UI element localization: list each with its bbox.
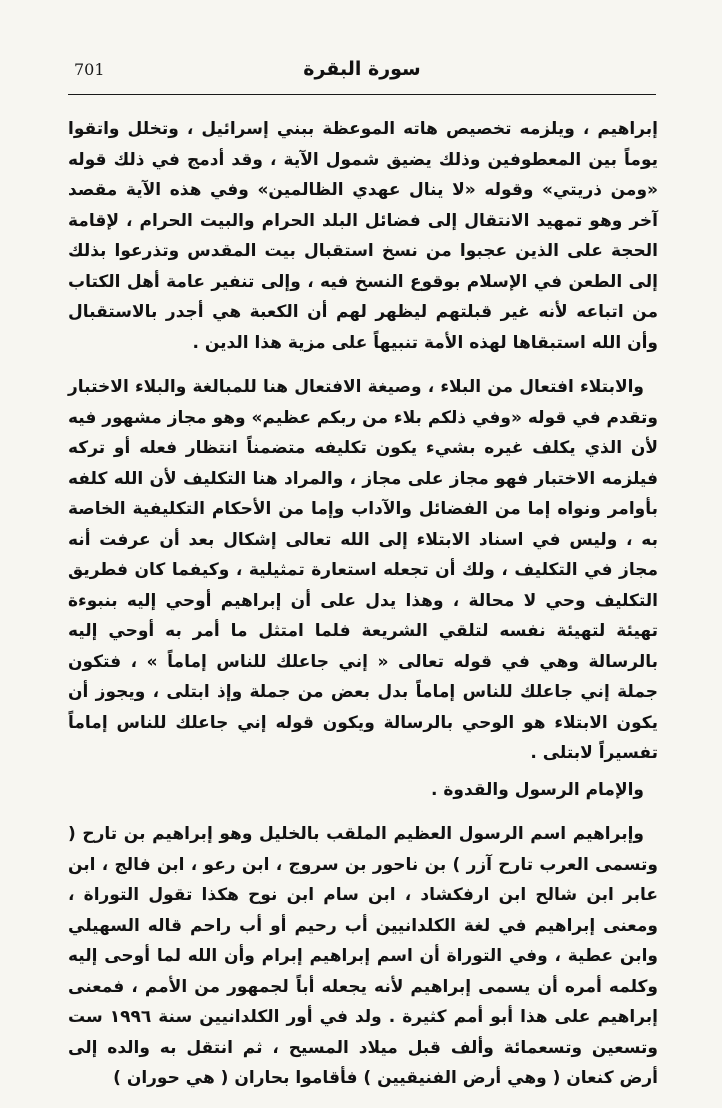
- page-body: [68, 114, 658, 1108]
- page-number: 701: [74, 60, 105, 79]
- page-header: [68, 54, 656, 95]
- surah-title: سورة البقرة: [303, 58, 421, 80]
- paragraph-3: والإمام الرسول والقدوة .: [431, 779, 644, 800]
- paragraph-2: والابتلاء افتعال من البلاء ، وصيغة الافتعال هنا للمبالغة والبلاء الاختبار وتقدم في قوله «وفي ذلكم بلاء من ربكم عظيم» وهو مجاز مشهور فيه لأن الذي يكلف غيره بشيء يكون تكليفه متضمناً انتظار فعله أو تركه فيلزمه الاختبار فهو مجاز على مجاز ، والمراد هنا التكليف لأن الله كلفه بأوامر ونواه إما من الفضائل والآداب وإما من الأحكام التكليفية الخاصة به ، وليس في اسناد الابتلاء إلى الله تعالى إشكال بعد أن عرفت أنه مجاز في التكليف ، ولك أن تجعله استعارة تمثيلية ، وكيفما كان فطريق التكليف وحي لا محالة ، وهذا يدل على أن إبراهيم أوحي إليه بنبوءة تهيئة لتهيئة نفسه لتلقي الشريعة فلما امتثل ما أمر به أوحي إليه بالرسالة وهي في قوله تعالى « إني جاعلك للناس إماماً » ، فتكون جملة إني جاعلك للناس إماماً بدل بعض من جملة وإذ ابتلى ، ويجوز أن يكون الابتلاء هو الوحي بالرسالة ويكون قوله إني جاعلك للناس إماماً تفسيراً لابتلى .: [68, 377, 658, 763]
- paragraph-1: إبراهيم ، ويلزمه تخصيص هاته الموعظة ببني إسرائيل ، وتخلل واتقوا يوماً بين المعطوفين وذلك يضيق شمول الآية ، وقد أدمج في ذلك قوله «ومن ذريتي» وقوله «لا ينال عهدي الظالمين» وفي هذه الآية مقصد آخر وهو تمهيد الانتقال إلى فضائل البلد الحرام والبيت الحرام ، لإقامة الحجة على الذين عجبوا من نسخ استقبال بيت المقدس وتذرعوا بذلك إلى الطعن في الإسلام بوقوع النسخ فيه ، وإلى تنفير عامة أهل الكتاب من اتباعه لأنه غير قبلتهم ليظهر لهم أن الكعبة هي أجدر بالاستقبال وأن الله استبقاها لهذه الأمة تنبيهاً على مزية هذا الدين .: [68, 119, 658, 353]
- paragraph-4: وإبراهيم اسم الرسول العظيم الملقب بالخليل وهو إبراهيم بن تارح ( وتسمى العرب تارح آزر ) بن ناحور بن سروج ، ابن رعو ، ابن فالج ، ابن عابر ابن شالح ابن ارفكشاد ، ابن سام ابن نوح هكذا تقول التوراة ، ومعنى إبراهيم في لغة الكلدانيين أب رحيم أو أب راحم قاله السهيلي وابن عطية ، وفي التوراة أن اسم إبراهيم إبرام وأن الله لما أوحى إليه وكلمه أمره أن يسمى إبراهيم لأنه يجعله أباً لجمهور من الأمم ، فمعنى إبراهيم على هذا أبو أمم كثيرة . ولد في أور الكلدانيين سنة ١٩٩٦ ست وتسعين وتسعمائة وألف قبل ميلاد المسيح ، ثم انتقل به والده إلى أرض كنعان ( وهي أرض الفنيقيين ) فأقاموا بحاران ( هي حوران ): [68, 824, 658, 1088]
